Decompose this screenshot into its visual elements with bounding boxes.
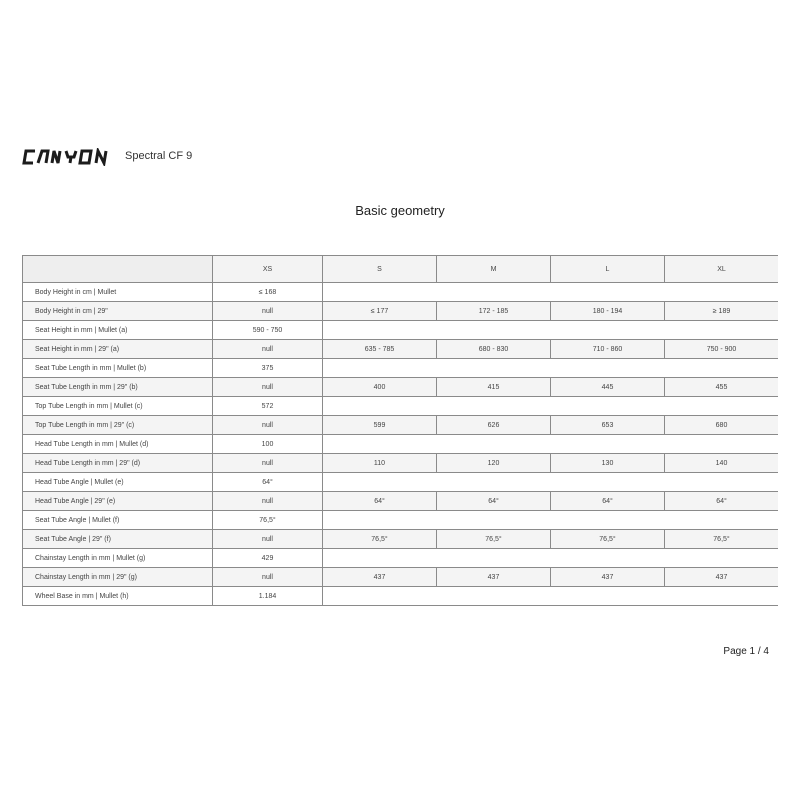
cell-l: 710 - 860 (551, 340, 665, 359)
cell-l: 653 (551, 416, 665, 435)
page-title: Basic geometry (355, 203, 445, 218)
empty-cell (323, 359, 779, 378)
cell-xs: ≤ 168 (213, 283, 323, 302)
row-label: Chainstay Length in mm | Mullet (g) (23, 549, 213, 568)
cell-xl: 64° (665, 492, 779, 511)
empty-cell (323, 549, 779, 568)
row-label: Seat Tube Angle | 29" (f) (23, 530, 213, 549)
row-label: Head Tube Length in mm | 29" (d) (23, 454, 213, 473)
column-header-l: L (551, 256, 665, 283)
model-name: Spectral CF 9 (125, 150, 193, 162)
header-corner (23, 256, 213, 283)
cell-xs: 76,5° (213, 511, 323, 530)
cell-s: 635 - 785 (323, 340, 437, 359)
cell-m: 626 (437, 416, 551, 435)
empty-cell (323, 397, 779, 416)
cell-l: 64° (551, 492, 665, 511)
cell-xs: null (213, 416, 323, 435)
cell-xl: 437 (665, 568, 779, 587)
page-indicator: Page 1 / 4 (723, 646, 769, 657)
row-label: Seat Height in mm | Mullet (a) (23, 321, 213, 340)
cell-l: 437 (551, 568, 665, 587)
cell-m: 437 (437, 568, 551, 587)
table-row (23, 530, 779, 549)
table-row (23, 302, 779, 321)
cell-l: 76,5° (551, 530, 665, 549)
table-row (23, 340, 779, 359)
cell-xl: 680 (665, 416, 779, 435)
cell-s: 400 (323, 378, 437, 397)
row-label: Wheel Base in mm | Mullet (h) (23, 587, 213, 606)
cell-xs: 375 (213, 359, 323, 378)
row-label: Top Tube Length in mm | Mullet (c) (23, 397, 213, 416)
cell-xs: 1.184 (213, 587, 323, 606)
cell-xs: 429 (213, 549, 323, 568)
column-header-xl: XL (665, 256, 779, 283)
cell-xs: null (213, 302, 323, 321)
table-row (23, 568, 779, 587)
cell-xs: 590 - 750 (213, 321, 323, 340)
geometry-table (22, 255, 778, 606)
row-label: Seat Height in mm | 29" (a) (23, 340, 213, 359)
table-row (23, 378, 779, 397)
row-label: Head Tube Length in mm | Mullet (d) (23, 435, 213, 454)
cell-xl: 750 - 900 (665, 340, 779, 359)
cell-s: 599 (323, 416, 437, 435)
row-label: Seat Tube Length in mm | 29" (b) (23, 378, 213, 397)
table-row (23, 587, 779, 606)
table-row (23, 511, 779, 530)
empty-cell (323, 435, 779, 454)
cell-xs: null (213, 492, 323, 511)
cell-l: 445 (551, 378, 665, 397)
empty-cell (323, 587, 779, 606)
brand-header (22, 145, 114, 169)
cell-l: 130 (551, 454, 665, 473)
table-row (23, 492, 779, 511)
cell-xs: 100 (213, 435, 323, 454)
cell-xs: null (213, 568, 323, 587)
geometry-table-container (22, 255, 778, 620)
table-row (23, 321, 779, 340)
table-row (23, 435, 779, 454)
cell-s: 64° (323, 492, 437, 511)
table-row (23, 359, 779, 378)
table-row (23, 397, 779, 416)
cell-s: 110 (323, 454, 437, 473)
cell-m: 120 (437, 454, 551, 473)
cell-xl: 455 (665, 378, 779, 397)
cell-m: 415 (437, 378, 551, 397)
cell-m: 172 - 185 (437, 302, 551, 321)
row-label: Body Height in cm | 29" (23, 302, 213, 321)
cell-l: 180 - 194 (551, 302, 665, 321)
table-row (23, 416, 779, 435)
row-label: Seat Tube Angle | Mullet (f) (23, 511, 213, 530)
table-row (23, 454, 779, 473)
cell-xl: ≥ 189 (665, 302, 779, 321)
cell-s: ≤ 177 (323, 302, 437, 321)
cell-xl: 140 (665, 454, 779, 473)
table-row (23, 473, 779, 492)
empty-cell (323, 473, 779, 492)
cell-xs: null (213, 530, 323, 549)
cell-m: 680 - 830 (437, 340, 551, 359)
cell-xs: 64° (213, 473, 323, 492)
table-header-row (23, 256, 779, 283)
cell-s: 76,5° (323, 530, 437, 549)
cell-xl: 76,5° (665, 530, 779, 549)
row-label: Body Height in cm | Mullet (23, 283, 213, 302)
table-row (23, 549, 779, 568)
cell-xs: 572 (213, 397, 323, 416)
canyon-logo (22, 148, 114, 166)
cell-m: 64° (437, 492, 551, 511)
column-header-m: M (437, 256, 551, 283)
cell-xs: null (213, 378, 323, 397)
row-label: Top Tube Length in mm | 29" (c) (23, 416, 213, 435)
table-row (23, 283, 779, 302)
row-label: Head Tube Angle | Mullet (e) (23, 473, 213, 492)
empty-cell (323, 511, 779, 530)
empty-cell (323, 321, 779, 340)
cell-s: 437 (323, 568, 437, 587)
cell-xs: null (213, 340, 323, 359)
column-header-s: S (323, 256, 437, 283)
column-header-xs: XS (213, 256, 323, 283)
empty-cell (323, 283, 779, 302)
row-label: Chainstay Length in mm | 29" (g) (23, 568, 213, 587)
row-label: Seat Tube Length in mm | Mullet (b) (23, 359, 213, 378)
row-label: Head Tube Angle | 29" (e) (23, 492, 213, 511)
cell-m: 76,5° (437, 530, 551, 549)
cell-xs: null (213, 454, 323, 473)
